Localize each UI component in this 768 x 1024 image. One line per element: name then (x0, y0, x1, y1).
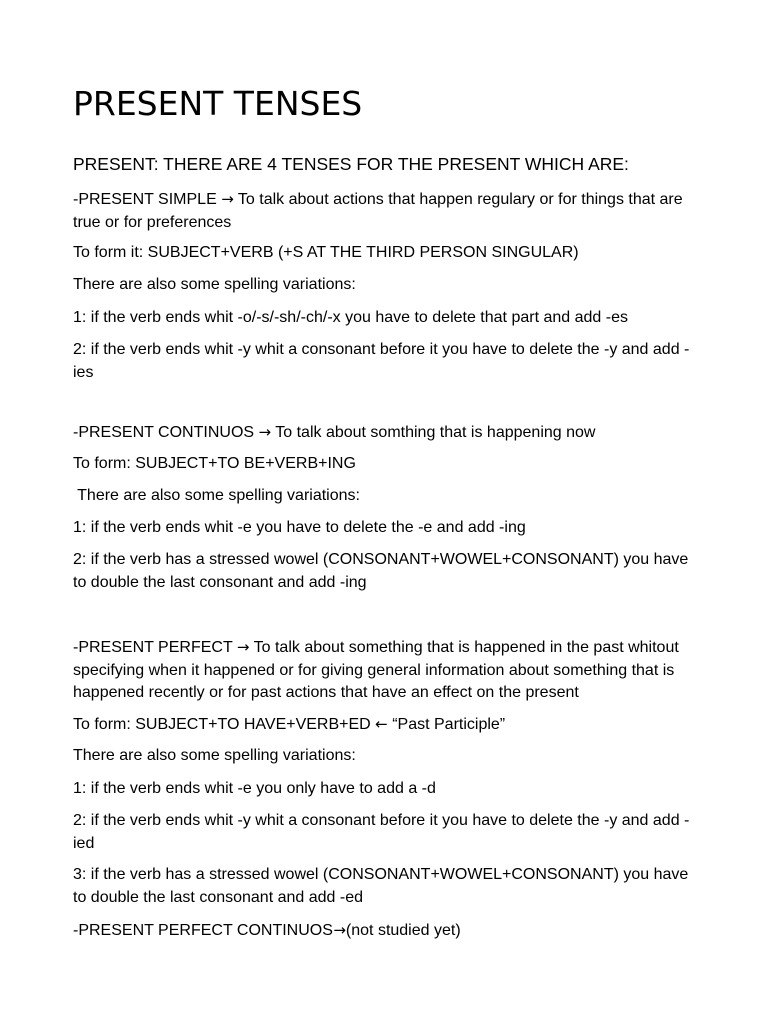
form-note: “Past Participle” (392, 716, 506, 733)
arrow-right-icon: → (236, 638, 250, 656)
tense-description: To talk about something that is happened in the past whitout specifying when it happened or for giving general information about something that is happened recently or for past actions that have an effect on the present (73, 639, 679, 701)
arrow-right-icon: → (333, 921, 346, 939)
present-continuous-form: To form: SUBJECT+TO BE+VERB+ING (73, 455, 356, 472)
tense-name: -PRESENT SIMPLE (73, 191, 222, 208)
present-simple-form: To form it: SUBJECT+VERB (+S AT THE THIRD PERSON SINGULAR) (73, 244, 579, 261)
tense-name: -PRESENT PERFECT (73, 639, 233, 656)
form-formula: To form: SUBJECT+TO HAVE+VERB+ED (73, 716, 371, 733)
tense-description: (not studied yet) (345, 922, 461, 939)
arrow-right-icon: → (221, 190, 234, 208)
present-simple-paragraph (73, 188, 695, 234)
present-simple-rule-1: 1: if the verb ends whit -o/-s/-sh/-ch/-x you have to delete that part and add -es (73, 309, 628, 326)
tense-name: -PRESENT CONTINUOS (73, 424, 255, 441)
tense-name: -PRESENT PERFECT CONTINUOS (73, 922, 333, 939)
present-continuous-rule-1: 1: if the verb ends whit -e you have to delete the -e and add -ing (73, 519, 526, 536)
present-perfect-rule-1: 1: if the verb ends whit -e you only have to add a -d (73, 780, 436, 797)
present-continuous-spelling: There are also some spelling variations: (73, 487, 360, 504)
arrow-right-icon: → (258, 423, 272, 441)
present-perfect-rule-3: 3: if the verb has a stressed wowel (CONSONANT+WOWEL+CONSONANT) you have to double the last consonant and add -ed (73, 866, 689, 906)
tense-description: To talk about somthing that is happening now (275, 424, 596, 441)
present-perfect-form (73, 713, 695, 737)
present-continuous-rule-2: 2: if the verb has a stressed wowel (CONSONANT+WOWEL+CONSONANT) you have to double the last consonant and add -ing (73, 551, 689, 591)
page-title: PRESENT TENSES (73, 84, 363, 123)
tense-description: To talk about actions that happen regulary or for things that are true or for preferences (73, 191, 683, 231)
present-continuous-paragraph (73, 421, 695, 445)
present-simple-spelling: There are also some spelling variations: (73, 276, 356, 293)
present-perfect-paragraph (73, 636, 695, 705)
intro-heading: PRESENT: THERE ARE 4 TENSES FOR THE PRESENT WHICH ARE: (73, 154, 629, 174)
present-perfect-spelling: There are also some spelling variations: (73, 747, 356, 764)
present-simple-rule-2: 2: if the verb ends whit -y whit a consonant before it you have to delete the -y and add -ies (73, 341, 690, 381)
present-perfect-continuous-paragraph (73, 919, 695, 943)
arrow-left-icon: ← (375, 715, 388, 733)
present-perfect-rule-2: 2: if the verb ends whit -y whit a consonant before it you have to delete the -y and add -ied (73, 812, 690, 852)
